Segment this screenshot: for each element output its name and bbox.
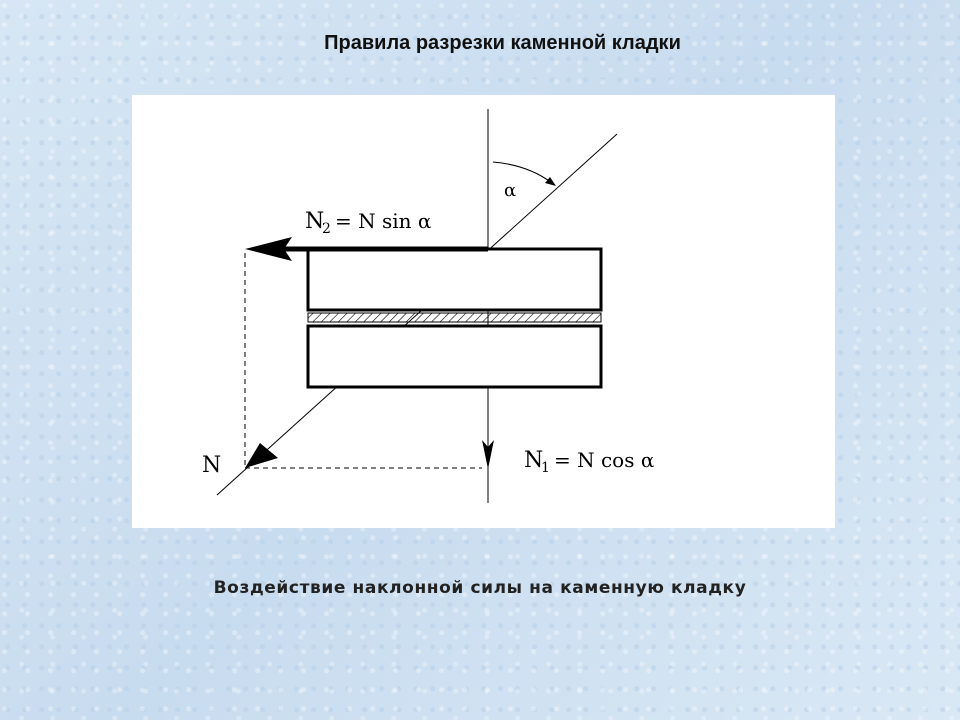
mortar-joint xyxy=(308,313,601,322)
angle-arc xyxy=(493,162,552,183)
angle-arc-arrowhead xyxy=(545,177,556,186)
n1-label-subscript: 1 xyxy=(541,460,550,476)
upper-brick xyxy=(308,249,601,310)
lower-brick xyxy=(308,326,601,387)
slide-title: Правила разрезки каменной кладки xyxy=(324,32,681,54)
angle-label: α xyxy=(504,180,517,201)
n-arrowhead xyxy=(245,443,278,468)
n2-label-symbol: N xyxy=(305,209,325,234)
n2-label-formula: = N sin α xyxy=(335,209,432,233)
n-label: N xyxy=(202,453,222,478)
n1-label-symbol: N xyxy=(524,448,544,473)
diagram-caption: Воздействие наклонной силы на каменную кладку xyxy=(213,578,747,598)
force-diagram-svg xyxy=(132,95,835,528)
n2-label-subscript: 2 xyxy=(322,221,331,237)
force-diagram xyxy=(132,95,835,528)
n1-label-formula: = N cos α xyxy=(554,448,655,472)
